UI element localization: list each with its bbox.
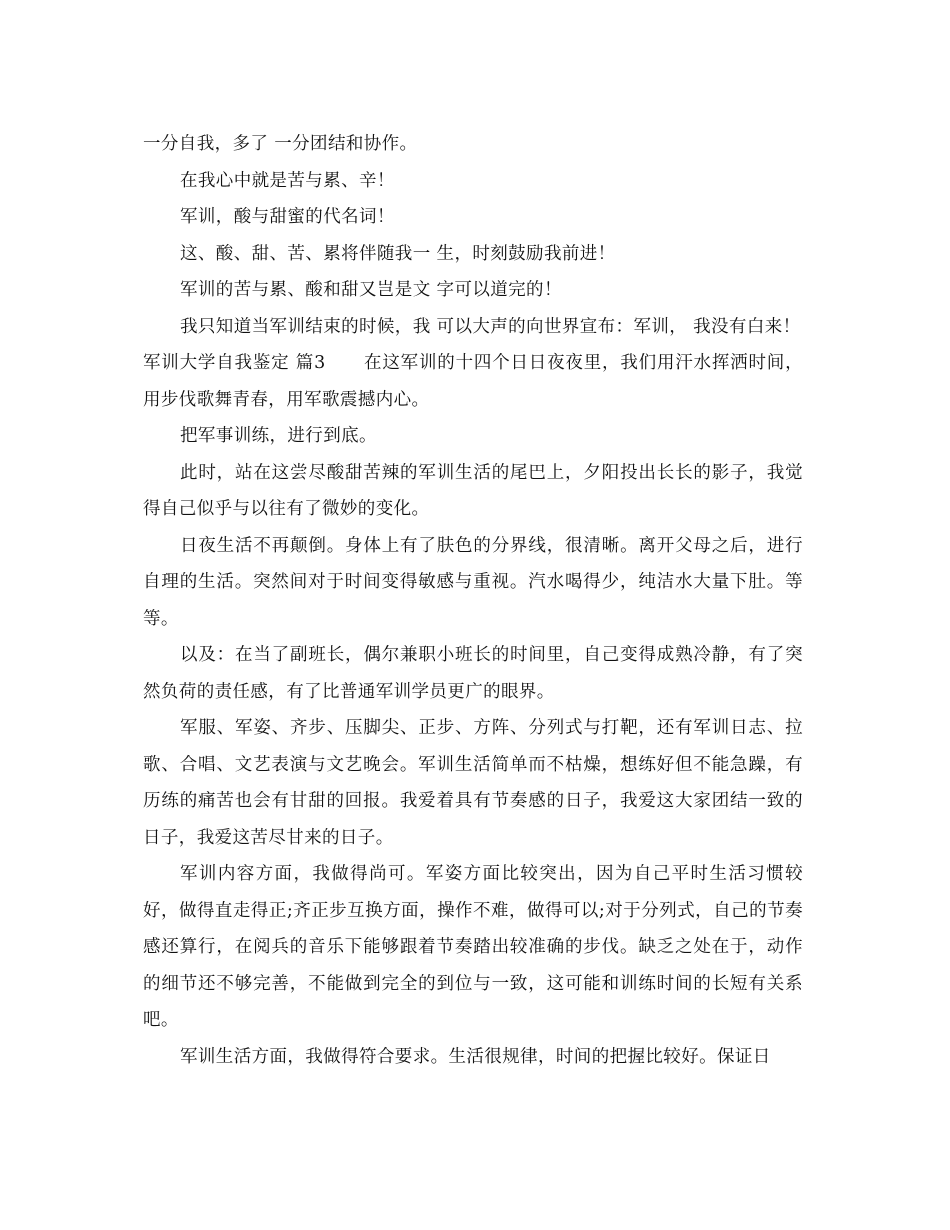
document-body [143,126,803,1075]
section-title: 军训大学自我鉴定 篇3 [143,353,326,373]
paragraph: 军训生活方面，我做得符合要求。生活很规律，时间的把握比较好。保证日 [180,1046,771,1067]
paragraph: 在我心中就是苦与累、辛！ [180,170,395,191]
paragraph: 军服、军姿、齐步、压脚尖、正步、方阵、分列式与打靶，还有军训日志、拉歌、合唱、文艺表演与文艺晚会。军训生活简单而不枯燥，想练好但不能急躁，有历练的痛苦也会有甘甜的回报。我爱着具有节奏感的日子，我爱这大家团结一致的日子，我爱这苦尽甘来的日子。 [143,718,803,848]
paragraph: 日夜生活不再颠倒。身体上有了肤色的分界线，很清晰。离开父母之后，进行自理的生活。突然间对于时间变得敏感与重视。汽水喝得少，纯洁水大量下肚。等等。 [143,535,803,629]
paragraph: 把军事训练，进行到底。 [180,426,377,446]
paragraph: 军训的苦与累、酸和甜又岂是文 字可以道完的！ [180,280,562,300]
section-heading-paragraph [143,345,803,418]
paragraph: 此时，站在这尝尽酸甜苦辣的军训生活的尾巴上，夕阳投出长长的影子，我觉得自己似乎与以往有了微妙的变化。 [143,462,803,519]
section-first-text: 在这军训的十四个日日夜夜里，我们用汗水挥洒时间，用步伐歌舞青春，用军歌震撼内心。 [143,353,803,410]
paragraph: 军训内容方面，我做得尚可。军姿方面比较突出，因为自己平时生活习惯较好，做得直走得正;齐正步互换方面，操作不难，做得可以;对于分列式，自己的节奏感还算行，在阅兵的音乐下能够跟着节奏踏出较准确的步伐。缺乏之处在于，动作的细节还不够完善，不能做到完全的到位与一致，这可能和训练时间的长短有关系吧。 [143,864,803,1030]
paragraph: 军训，酸与甜蜜的代名词！ [180,207,395,227]
paragraph: 我只知道当军训结束的时候，我 可以大声的向世界宣布：军训， 我没有白来！ [180,316,801,337]
paragraph: 以及：在当了副班长，偶尔兼职小班长的时间里，自己变得成熟冷静，有了突然负荷的责任感，有了比普通军训学员更广的眼界。 [143,645,803,702]
paragraph: 一分自我，多了 一分团结和协作。 [143,134,418,154]
paragraph: 这、酸、甜、苦、累将伴随我一 生，时刻鼓励我前进！ [180,243,616,264]
